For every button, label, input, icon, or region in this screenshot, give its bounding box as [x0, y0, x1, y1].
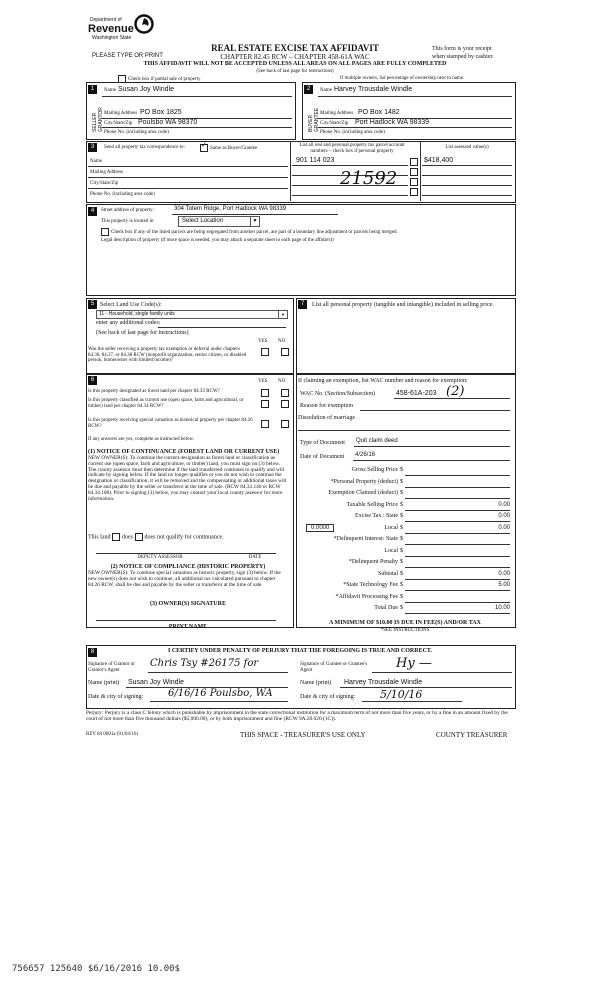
logo-name: Revenue	[88, 23, 134, 35]
sec5-no-header: NO	[278, 339, 286, 344]
tax-row-label: Taxable Selling Price	[346, 501, 398, 508]
location-select[interactable]	[178, 216, 260, 227]
section-8-number: 8	[88, 648, 97, 657]
tax-row-value[interactable]: 0.00	[498, 524, 510, 531]
wac-handwritten: (2)	[446, 384, 465, 399]
certify-statement: I CERTIFY UNDER PENALTY OF PERJURY THAT THE FOREGOING IS TRUE AND CORRECT.	[167, 648, 432, 654]
receipt-note-1: This form is your receipt	[432, 46, 492, 52]
buyer-mailing-label: Mailing Address	[320, 111, 354, 116]
wac-field[interactable]: 458-61A-203	[396, 390, 437, 397]
grantor-date-label: Date & city of signing:	[88, 694, 144, 700]
seller-exemption-no-checkbox[interactable]	[281, 348, 289, 356]
dor-logo	[88, 14, 158, 44]
section-7-number: 7	[298, 300, 307, 309]
segregated-checkbox[interactable]	[101, 228, 109, 236]
same-as-buyer-checkbox[interactable]: ✓	[200, 144, 208, 152]
tax-row-value[interactable]: 5.00	[498, 582, 510, 588]
seller-mailing-field[interactable]: PO Box 1825	[140, 109, 182, 116]
qualify-label: qualify for continuance.	[166, 534, 224, 541]
land-use-chevron-icon: ▼	[278, 311, 287, 318]
tax-row	[300, 467, 510, 477]
logo-dept: Department of	[90, 17, 122, 23]
segregated-label: Check box if any of the listed parcels are being segregated from another parcel, are part of a boundary line adjustment or parcels being merged.	[111, 230, 398, 236]
tax-row-label: *Affidavit Processing Fee	[335, 593, 398, 600]
grantee-name-field[interactable]: Harvey Trousdale Windle	[344, 679, 423, 686]
treasurer-space: THIS SPACE - TREASURER'S USE ONLY	[240, 731, 366, 739]
tax-row-currency: $	[400, 490, 403, 496]
tax-row-label: Excise Tax : State	[355, 513, 398, 519]
historic-yes-checkbox[interactable]	[261, 420, 269, 428]
parcel-1-personal-checkbox[interactable]	[410, 158, 418, 166]
seller-mailing-label: Mailing Address	[104, 111, 138, 116]
sec3-city-label: City/State/Zip	[90, 181, 119, 186]
sec5-yes-header: YES	[258, 339, 268, 344]
forest-land-question: Is this property designated as forest land per chapter 84.33 RCW?	[88, 389, 220, 394]
section-7-box	[296, 298, 516, 374]
does-not-checkbox[interactable]	[135, 533, 143, 541]
land-use-select[interactable]	[96, 310, 288, 319]
continuance-row	[88, 533, 224, 541]
current-use-no-checkbox[interactable]	[281, 400, 289, 408]
tax-row	[300, 594, 510, 604]
tax-row-currency: $	[400, 467, 403, 473]
form-warning: THIS AFFIDAVIT WILL NOT BE ACCEPTED UNLESS ALL AREAS ON ALL PAGES ARE FULLY COMPLETED	[143, 61, 447, 67]
section-2-number: 2	[304, 85, 313, 94]
deputy-date-label: DATE	[248, 555, 262, 560]
parcel-header: List all real and personal property tax parcel account numbers – check box if personal property	[299, 143, 405, 154]
section-4-box	[86, 204, 516, 296]
forest-land-yes-checkbox[interactable]	[261, 389, 269, 397]
notice-continuance-body: NEW OWNER(S): To continue the current designation as forest land or classification as current use (open space, farm and agriculture, or timber) land, you must sign on (3) below. The county assessor must then determine if the land transferred continues to qualify and will indicate by signing below. If the land no longer qualifies or you do not wish to continue the designation or classification, it will be removed and the compensating or additional taxes will be due and payable by the seller or transferor at the time of sale. (RCW 84.33.140 or RCW 84.34.108). Prior to signing (3) below, you may contact your local county assessor for more information.	[88, 455, 287, 502]
buyer-city-label: City/State/Zip	[320, 121, 349, 126]
grantee-date-label: Date & city of signing:	[300, 694, 356, 700]
grantor-date-field[interactable]: 6/16/16 Poulsbo, WA	[168, 688, 273, 699]
section-3-number: 3	[88, 143, 97, 152]
segregated-row[interactable]	[101, 228, 511, 236]
exemption-claim-label: If claiming an exemption, list WAC number and reason for exemption:	[298, 378, 468, 384]
tax-row-label: Gross Selling Price	[351, 467, 398, 473]
tax-row	[300, 571, 510, 581]
rev-number: REV 84 0001a (01/04/16)	[86, 732, 138, 737]
chevron-down-icon: ▼	[250, 217, 259, 226]
location-select-value: Select Location	[182, 218, 224, 224]
doc-type-label: Type of Document	[300, 440, 345, 446]
recording-stamp: 756657 125640 $6/16/2016 10.00$	[12, 964, 180, 974]
does-checkbox[interactable]	[112, 533, 120, 541]
tax-row-currency: $	[400, 593, 403, 600]
sec5-see-back: (See back of last page for instructions)	[96, 330, 189, 336]
section-1-number: 1	[88, 85, 97, 94]
parcel-3-personal-checkbox[interactable]	[410, 178, 418, 186]
tax-row-label: Exemption Claimed (deduct)	[328, 490, 398, 496]
buyer-name-label: Name	[320, 88, 332, 93]
tax-row-currency: $	[400, 559, 403, 565]
tax-row-value[interactable]: 0.00	[498, 501, 510, 508]
tax-row-currency: $	[400, 570, 403, 577]
tax-row-label: Total Due	[374, 605, 398, 611]
grantee-sig-label: Signature of Grantee or Grantee's Agent	[300, 662, 367, 673]
sec3-mailing-label: Mailing Address	[90, 170, 124, 175]
street-address-label: Street address of property:	[101, 208, 154, 213]
does-not-label: does not	[144, 534, 165, 541]
seller-exemption-yes-checkbox[interactable]	[261, 348, 269, 356]
seller-name-field[interactable]: Susan Joy Windle	[118, 86, 175, 93]
seller-side-label: SELLER GRANTOR	[92, 107, 104, 132]
sec6-no-header: NO	[278, 379, 286, 384]
receipt-note-2: when stamped by cashier.	[432, 54, 494, 60]
notice-compliance-title: (2) NOTICE OF COMPLIANCE (HISTORIC PROPERTY)	[110, 564, 266, 570]
located-in-label: This property is located in	[101, 219, 154, 224]
same-as-buyer-label: Same as Buyer/Grantee	[210, 146, 258, 152]
sec3-phone-label: Phone No. (including area code)	[90, 192, 155, 197]
assessed-value-field[interactable]: $418,400	[424, 157, 454, 164]
current-use-yes-checkbox[interactable]	[261, 400, 269, 408]
reason-field[interactable]: Dissolution of marriage	[298, 415, 355, 421]
tax-row-currency: $	[400, 501, 403, 508]
tax-row-currency: $	[400, 605, 403, 611]
notice-compliance-body: NEW OWNER(S): To continue special valuation as historic property, sign (3) below. If the new owner(s) does not wish to continue, all additional tax calculated pursuant to chapter 84.26 RCW, shall be due and payable by the seller or transferor at the time of sale.	[88, 570, 281, 588]
form-chapter: CHAPTER 82.45 RCW – CHAPTER 458-61A WAC	[220, 53, 370, 61]
does-label: does	[122, 534, 133, 541]
land-use-select-value: 11 - Household, single family units	[99, 311, 175, 317]
seller-city-field[interactable]: Poulsbo WA 98370	[138, 119, 198, 126]
minimum-note: A MINIMUM OF $10.00 IS DUE IN FEE(S) AND/OR TAX	[329, 620, 481, 626]
tax-row	[300, 490, 510, 500]
tax-row-label: *Personal Property (deduct)	[330, 478, 398, 485]
tax-row	[300, 582, 510, 592]
tax-row	[300, 559, 510, 569]
grantee-signature[interactable]: Hy —	[396, 656, 432, 671]
historic-question: Is this property receiving special valuation as historical property per chapter 84.26 RCW?	[88, 418, 253, 429]
tax-row-label: *Delinquent Penalty	[348, 559, 398, 565]
tax-row-label: *Delinquent Interest: State	[333, 536, 398, 542]
buyer-city-field[interactable]: Port Hadlock WA 98339	[355, 119, 430, 126]
doc-date-field[interactable]: 4/26/16	[355, 452, 376, 458]
tax-row-currency: $	[400, 536, 403, 542]
tax-row-currency: $	[400, 582, 403, 588]
personal-property-label: List all personal property (tangible and intangible) included in selling price.	[312, 302, 494, 308]
perjury-statement: Perjury: Perjury is a class C felony which is punishable by imprisonment in the state correctional institution for a maximum term of not more than five years, or by a fine in an amount fixed by the court of not more than five thousand dollars ($5,000.00), or by both imprisonment and fine (RCW 9A.20.020 (1C)).	[86, 710, 508, 722]
partial-sale-label: Check box if partial sale of property	[128, 77, 201, 83]
tax-row-currency: $	[400, 547, 403, 554]
tax-row-label: Local	[384, 524, 398, 531]
doc-type-field[interactable]: Quit claim deed	[356, 438, 398, 444]
street-address-field[interactable]: 304 Totem Ridge, Port Hadlock WA 98339	[174, 206, 287, 212]
grantee-date-field[interactable]: 5/10/16	[380, 688, 423, 701]
reason-label: Reason for exemption	[300, 403, 353, 409]
logo-state: Washington State	[92, 35, 132, 41]
deputy-assessor-label: DEPUTY ASSESSOR	[137, 555, 183, 560]
current-use-question: Is this property classified as current use (open space, farm and agricultural, or timber) land per chapter 84.34 RCW?	[88, 398, 244, 409]
grantor-signature[interactable]: Chris Tsy #26175 for	[150, 658, 259, 669]
tax-row-label: Subtotal	[377, 570, 398, 577]
form-title: REAL ESTATE EXCISE TAX AFFIDAVIT	[211, 43, 379, 53]
form-see-back: (See back of last page for instructions)	[256, 69, 334, 74]
sec6-yes-header: YES	[258, 379, 268, 384]
tax-row	[300, 548, 510, 558]
tax-row-currency: $	[400, 513, 403, 519]
tax-row	[300, 502, 510, 512]
tax-row-currency: $	[400, 478, 403, 485]
grantee-name-label: Name (print)	[300, 680, 332, 686]
please-type: PLEASE TYPE OR PRINT	[92, 53, 163, 59]
notice-continuance-title: (1) NOTICE OF CONTINUANCE (FOREST LAND OR CURRENT USE)	[88, 449, 280, 455]
seller-phone-label: Phone No. (including area code)	[104, 130, 169, 135]
tax-row	[300, 536, 510, 546]
tax-row-label: *State Technology Fee	[343, 582, 398, 588]
tax-row-value[interactable]: 0.00	[498, 570, 510, 577]
print-name-label: PRINT NAME	[168, 624, 208, 630]
buyer-mailing-field[interactable]: PO Box 1482	[358, 109, 400, 116]
seller-name-label: Name	[104, 88, 116, 93]
forest-land-no-checkbox[interactable]	[281, 389, 289, 397]
legal-description-label: Legal description of property (if more space is needed, you may attach a separate sheet to each page of the affidavit)	[101, 238, 334, 243]
logo-swoosh-icon	[134, 14, 154, 34]
section-5-number: 5	[88, 300, 97, 309]
grantor-name-label: Name (print)	[88, 680, 120, 686]
buyer-phone-label: Phone No. (including area code)	[320, 130, 385, 135]
local-rate-field[interactable]: 0.0000	[306, 524, 334, 533]
grantor-name-field[interactable]: Susan Joy Windle	[128, 679, 185, 686]
seller-exemption-question: Was the seller receiving a property tax exemption or deferral under chapters 84.36, 84.37, or 84.38 RCW (nonprofit organization, senior citizen, or disabled person, homeowner with limited income)?	[88, 347, 247, 363]
buyer-name-field[interactable]: Harvey Trousdale Windle	[334, 86, 413, 93]
parcel-2-personal-checkbox[interactable]	[410, 168, 418, 176]
parcel-4-personal-checkbox[interactable]	[410, 188, 418, 196]
tax-row	[300, 525, 510, 535]
owner-signature-label: (3) OWNER(S) SIGNATURE	[150, 601, 226, 607]
historic-no-checkbox[interactable]	[281, 420, 289, 428]
see-instructions: *SEE INSTRUCTIONS	[380, 628, 430, 633]
tax-row	[300, 605, 510, 615]
section-6-number: 6	[88, 376, 97, 385]
tax-row	[300, 479, 510, 489]
if-yes-instruction: If any answers are yes, complete as instructed below.	[88, 437, 195, 442]
additional-codes-label: enter any additional codes:	[96, 320, 161, 326]
parcel-number-field[interactable]: 901 114 023	[296, 157, 335, 164]
tax-row-value[interactable]: 0.00	[498, 513, 510, 519]
sec3-name-label: Name	[90, 159, 102, 164]
grantor-sig-label: Signature of Grantor or Grantor's Agent	[88, 662, 135, 673]
multiple-owners-note: If multiple owners, list percentage of ownership next to name.	[340, 76, 465, 81]
doc-date-label: Date of Document	[300, 454, 345, 460]
tax-row-currency: $	[400, 524, 403, 531]
send-correspondence-label: Send all property tax correspondence to:	[104, 145, 185, 150]
assessed-value-header: List assessed value(s)	[445, 145, 489, 150]
county-treasurer: COUNTY TREASURER	[436, 731, 508, 739]
handwritten-number: 21592	[340, 168, 398, 189]
same-as-buyer-row[interactable]	[200, 141, 258, 152]
buyer-side-label: BUYER GRANTEE	[308, 107, 320, 132]
this-land-label: This land	[88, 534, 111, 541]
wac-label: WAC No. (Section/Subsection)	[300, 391, 376, 397]
land-use-label: Select Land Use Code(s):	[100, 302, 162, 308]
section-4-number: 4	[88, 207, 97, 216]
tax-row-label: Local	[384, 547, 398, 554]
tax-row	[300, 513, 510, 523]
seller-city-label: City/State/Zip	[104, 121, 133, 126]
tax-row-value[interactable]: 10.00	[494, 605, 510, 611]
